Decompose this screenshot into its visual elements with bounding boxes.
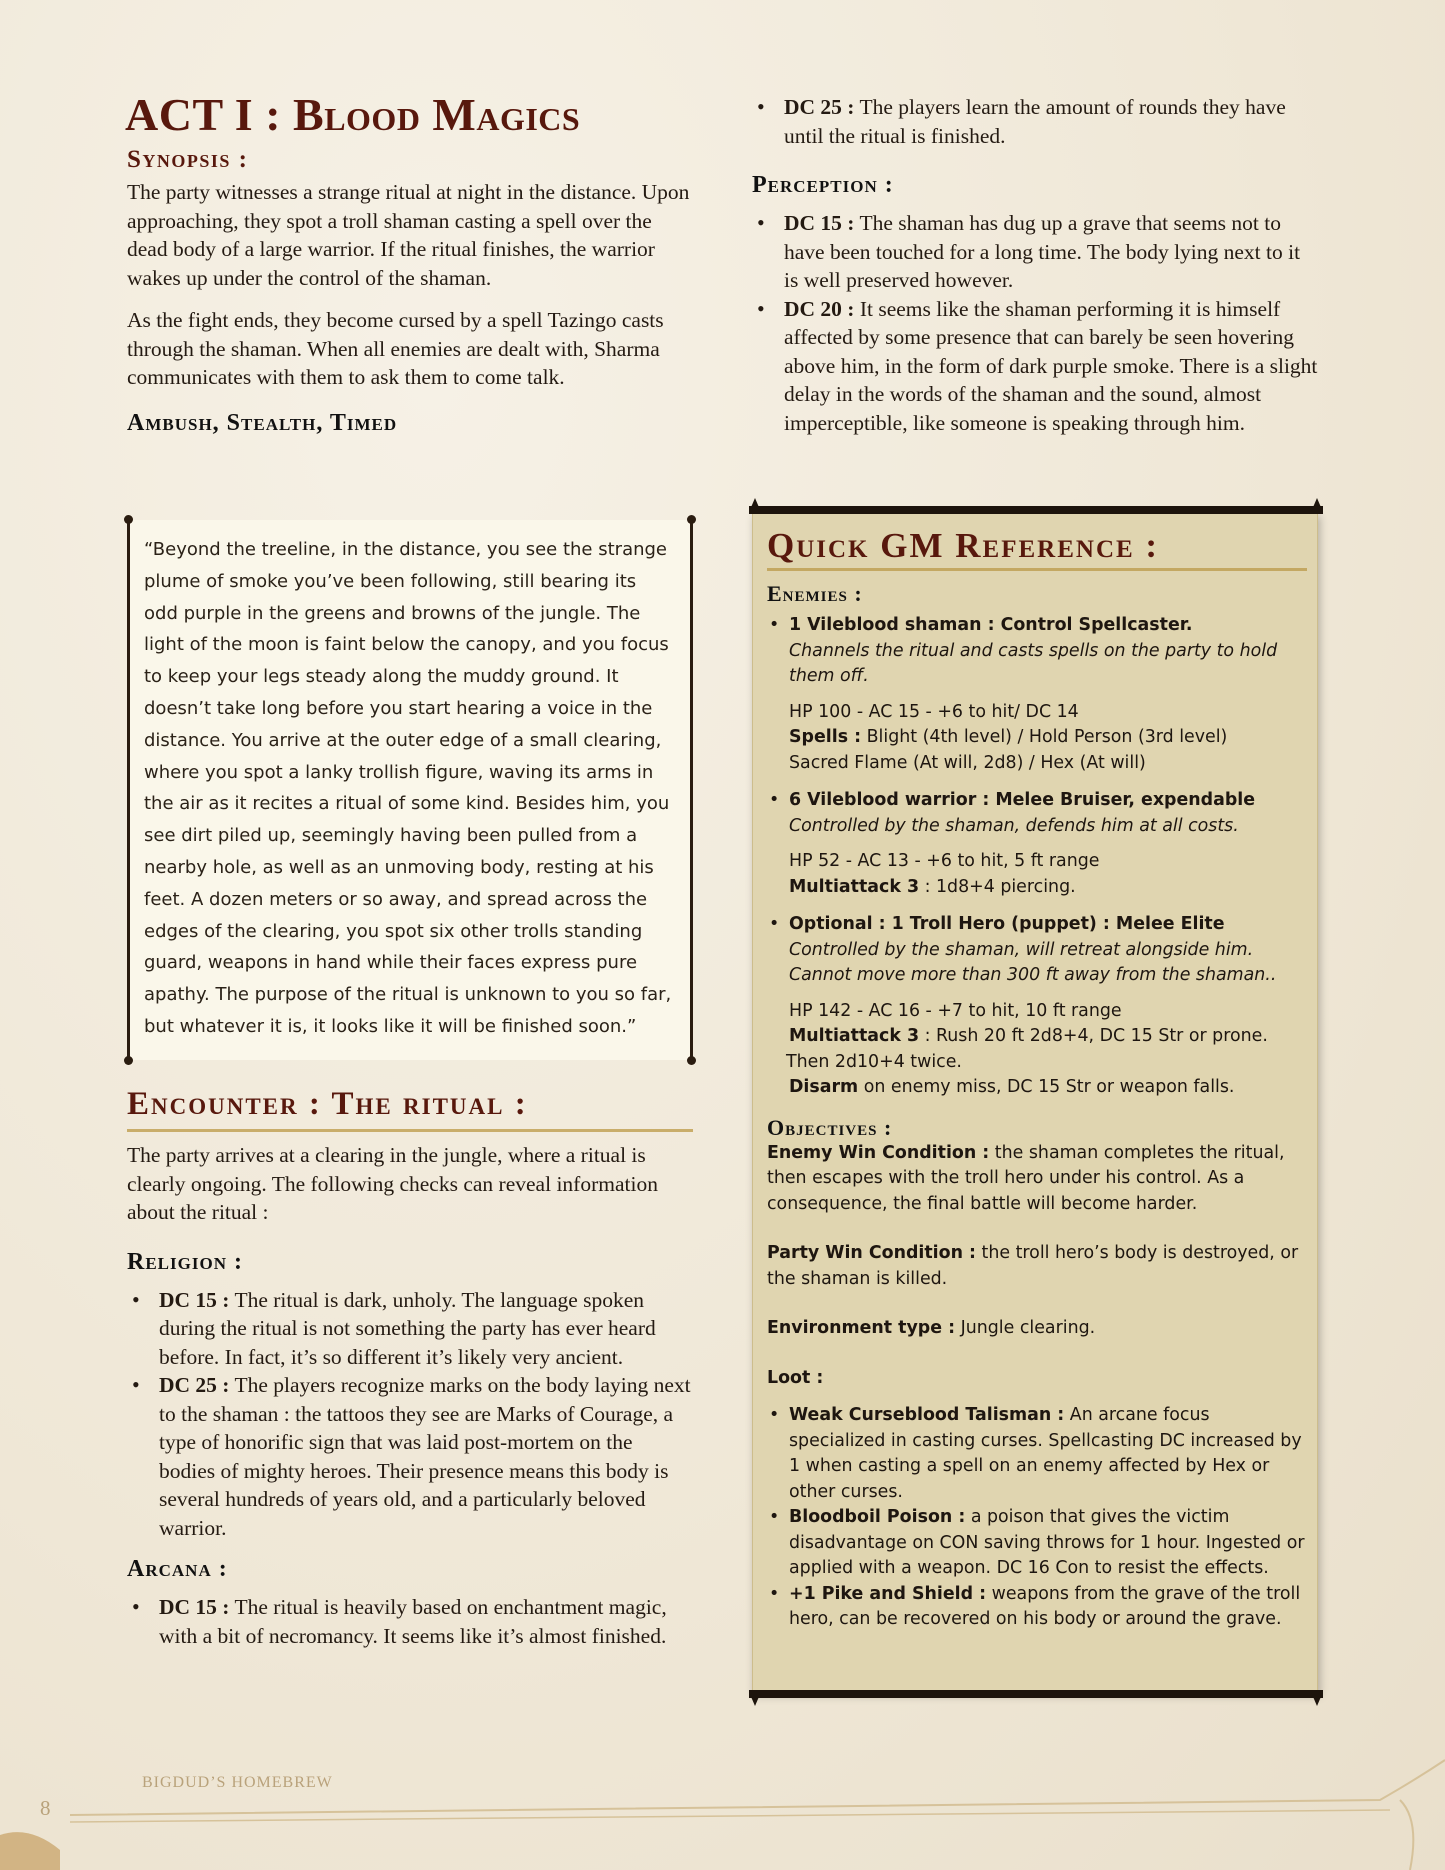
read-aloud-text: “Beyond the treeline, in the distance, you see the strange plume of smoke you’ve been following, still bearing its odd purple in the greens and browns of the jungle. The light of the moon is faint below the canopy, and you focus to keep your legs steady along the muddy ground. It doesn’t take long before you start hearing a voice in the distance. You arrive at the outer edge of a small clearing, where you spot a lanky trollish figure, waving its arms in the air as it recites a ritual of some kind. Besides him, you see dirt piled up, seemingly having been pulled from a nearby hole, as well as an unmoving body, resting at his feet. A dozen meters or so away, and spread across the edges of the clearing, you spot six other trolls standing guard, weapons in hand while their faces express pure apathy. The purpose of the ritual is unknown to you so far, but whatever it is, it looks like it will be finished soon.”: [144, 539, 672, 1037]
note-bottom-bar: [749, 1690, 1323, 1698]
list-item: [159, 1371, 693, 1542]
enemy-spells: [789, 725, 1307, 751]
loot-label: [767, 1366, 1307, 1392]
list-item: [159, 1593, 693, 1650]
list-item: [784, 93, 1318, 150]
dc-label: DC 15 :: [784, 211, 855, 235]
note-top-bar: [749, 506, 1323, 514]
party-win-label: Party Win Condition :: [767, 1243, 976, 1263]
spells-label: Spells :: [789, 727, 862, 747]
dc-label: DC 15 :: [159, 1595, 230, 1619]
enemy-win-label: Enemy Win Condition :: [767, 1142, 990, 1163]
arcana-heading: Arcana :: [127, 1556, 228, 1582]
dc-label: DC 20 :: [784, 296, 855, 321]
disarm-text: on enemy miss, DC 15 Str or weapon falls.: [863, 1077, 1235, 1097]
loot-heading: Loot :: [767, 1367, 824, 1388]
objectives-heading: Objectives :: [767, 1114, 893, 1140]
attack-label: Multiattack 3: [789, 876, 920, 897]
list-item: [159, 1286, 693, 1372]
list-item: [784, 295, 1318, 438]
loot-text: An arcane focus specialized in casting curses. Spellcasting DC increased by 1 when casting a spell on an enemy affected by Hex or other curses.: [789, 1405, 1302, 1502]
enemy-desc: Controlled by the shaman, will retreat alongside him. Cannot move more than 300 ft away from the shaman..: [789, 939, 1277, 985]
corner-dot: [124, 1056, 133, 1065]
perception-heading: Perception :: [752, 172, 894, 198]
enemy-desc: Channels the ritual and casts spells on the party to hold them off.: [789, 640, 1278, 686]
party-win-text: the troll hero’s body is destroyed, or the shaman is killed.: [767, 1243, 1299, 1289]
enemy-item: [789, 788, 1307, 900]
loot-text: weapons from the grave of the troll hero, can be recovered on his body or around the grave.: [789, 1583, 1301, 1629]
right-column-checks: [752, 93, 1318, 437]
loot-item: [789, 1582, 1307, 1633]
footer-text: BIGDUD’S HOMEBREW: [142, 1774, 333, 1791]
check-text: The shaman has dug up a grave that seems not to have been touched for a long time. The body lying next to it is well preserved however.: [784, 211, 1301, 292]
enemy-name: 1 Vileblood shaman : Control Spellcaster.: [789, 615, 1193, 635]
religion-list: [127, 1286, 693, 1543]
spells-text: Blight (4th level) / Hold Person (3rd level): [866, 727, 1228, 747]
arcana-list: [127, 1593, 693, 1650]
environment-label: Environment type :: [767, 1318, 956, 1338]
religion-heading: Religion :: [127, 1248, 243, 1275]
gm-reference-title: Quick GM Reference :: [767, 526, 1307, 571]
environment-type: [767, 1316, 1307, 1342]
encounter-section: [127, 1141, 693, 1650]
synopsis-paragraph-1: The party witnesses a strange ritual at night in the distance. Upon approaching, they spot a troll shaman casting a spell over the dead body of a large warrior. If the ritual finishes, the warrior wakes up under the control of the shaman.: [127, 180, 690, 290]
loot-name: +1 Pike and Shield :: [789, 1583, 987, 1604]
dc-label: DC 25 :: [784, 95, 855, 119]
loot-item: [789, 1403, 1307, 1505]
enemy-item: [786, 912, 1307, 1101]
loot-name: Weak Curseblood Talisman :: [789, 1405, 1065, 1425]
enemy-disarm: [789, 1075, 1307, 1101]
attack-text: : Rush 20 ft 2d8+4, DC 15 Str or prone.: [924, 1026, 1268, 1046]
enemy-stats: HP 142 - AC 16 - +7 to hit, 10 ft range: [789, 1000, 1122, 1021]
enemy-win-condition: [767, 1141, 1307, 1218]
loot-list: [767, 1403, 1307, 1633]
party-win-condition: [767, 1241, 1307, 1292]
disarm-label: Disarm: [789, 1077, 859, 1097]
synopsis-section: [127, 146, 693, 437]
encounter-title: Encounter : The ritual :: [127, 1086, 693, 1132]
environment-text: Jungle clearing.: [960, 1318, 1096, 1338]
footer-ornament: [0, 1740, 1445, 1870]
corner-dot: [687, 515, 696, 524]
check-text: The players learn the amount of rounds they have until the ritual is finished.: [784, 95, 1286, 148]
enemy-stats: HP 100 - AC 15 - +6 to hit/ DC 14: [789, 701, 1079, 722]
corner-dot: [687, 1056, 696, 1065]
page-number: 8: [40, 1796, 51, 1820]
dc-label: DC 25 :: [159, 1373, 230, 1397]
enemy-spells-2: Sacred Flame (At will, 2d8) / Hex (At will): [789, 752, 1146, 773]
enemy-attack-2: Then 2d10+4 twice.: [786, 1051, 962, 1072]
enemies-heading: Enemies :: [767, 581, 863, 606]
chapter-title: ACT I : Blood Magics: [125, 89, 581, 140]
check-text: The players recognize marks on the body laying next to the shaman : the tattoos they see are Marks of Courage, a type of honorific sign that was laid post-mortem on the bodies of mighty heroes. Their presence means this body is several hundreds of years old, and a particularly beloved warrior.: [159, 1373, 691, 1540]
attack-text: : 1d8+4 piercing.: [924, 876, 1076, 897]
enemy-name: Optional : 1 Troll Hero (puppet) : Melee Elite: [789, 914, 1225, 934]
encounter-intro: The party arrives at a clearing in the jungle, where a ritual is clearly ongoing. The following checks can reveal information about the ritual :: [127, 1143, 658, 1224]
enemy-stats: HP 52 - AC 13 - +6 to hit, 5 ft range: [789, 851, 1100, 871]
loot-item: [789, 1505, 1307, 1582]
check-text: The ritual is heavily based on enchantment magic, with a bit of necromancy. It seems like it’s almost finished.: [159, 1595, 667, 1648]
list-item: [784, 209, 1318, 295]
dc-label: DC 15 :: [159, 1287, 230, 1312]
enemy-name: 6 Vileblood warrior : Melee Bruiser, expendable: [789, 790, 1256, 810]
perception-list: [752, 209, 1318, 437]
enemies-list: [767, 613, 1307, 1101]
enemy-attack: [789, 875, 1307, 901]
read-aloud-box: [127, 520, 693, 1060]
loot-name: Bloodboil Poison :: [789, 1507, 966, 1527]
enemy-desc: Controlled by the shaman, defends him at all costs.: [789, 815, 1239, 836]
check-text: It seems like the shaman performing it is himself affected by some presence that can barely be seen hovering above him, in the form of dark purple smoke. There is a slight delay in the words of the shaman and the sound, almost imperceptible, like someone is speaking through him.: [784, 296, 1318, 435]
enemy-attack: [789, 1024, 1307, 1050]
attack-label: Multiattack 3: [789, 1026, 920, 1046]
gm-reference-box: [752, 512, 1318, 1692]
loot-text: a poison that gives the victim disadvantage on CON saving throws for 1 hour. Ingested or applied with a weapon. DC 16 Con to resist the effects.: [789, 1507, 1305, 1578]
check-text: The ritual is dark, unholy. The language spoken during the ritual is not something the party has ever heard before. In fact, it’s so different it’s likely very ancient.: [159, 1287, 656, 1369]
enemy-item: [789, 613, 1307, 776]
enemy-win-text: the shaman completes the ritual, then escapes with the troll hero under his control. As a consequence, the final battle will become harder.: [767, 1142, 1285, 1214]
arcana-list-continued: [752, 93, 1318, 150]
corner-dot: [124, 515, 133, 524]
synopsis-heading: Synopsis :: [127, 146, 249, 173]
encounter-tags: Ambush, Stealth, Timed: [127, 409, 398, 436]
synopsis-paragraph-2: As the fight ends, they become cursed by a spell Tazingo casts through the shaman. When all enemies are dealt with, Sharma communicates with them to ask them to come talk.: [127, 308, 664, 389]
